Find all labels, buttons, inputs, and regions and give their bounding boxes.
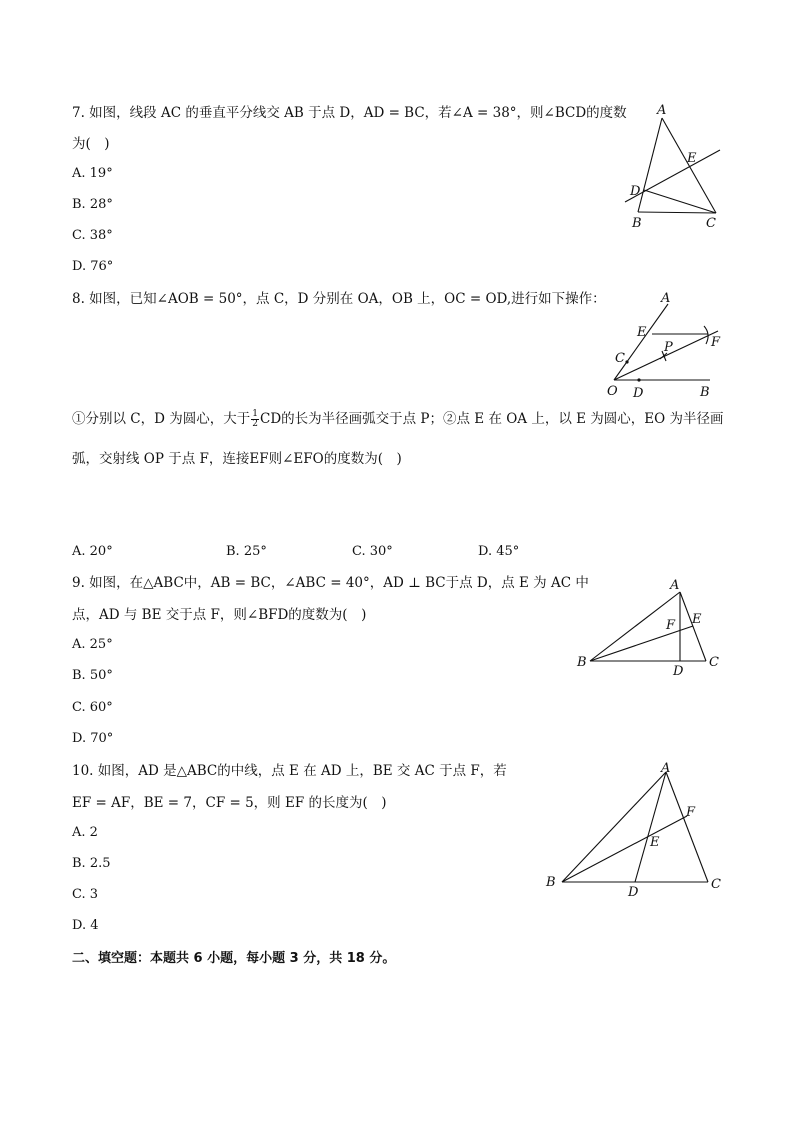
q8-fraction-denominator: 2 bbox=[252, 419, 258, 429]
q8-option-d[interactable]: D. 45° bbox=[478, 544, 520, 559]
q8-stem-line3: 弧，交射线 OP 于点 F，连接EF则∠EFO的度数为( ) bbox=[72, 451, 402, 467]
q9-option-c[interactable]: C. 60° bbox=[72, 700, 113, 715]
q10-label-f: F bbox=[686, 805, 696, 820]
q8-label-e: E bbox=[637, 325, 647, 340]
q10-option-b[interactable]: B. 2.5 bbox=[72, 856, 111, 871]
q8-stem-line2 bbox=[72, 410, 724, 429]
q8-fraction bbox=[251, 410, 259, 429]
q10-option-a[interactable]: A. 2 bbox=[72, 825, 98, 840]
q8-label-p: P bbox=[664, 340, 673, 355]
q7-figure bbox=[620, 100, 730, 235]
q10-label-c: C bbox=[711, 877, 721, 892]
q9-stem-line2: 点，AD 与 BE 交于点 F，则∠BFD的度数为( ) bbox=[72, 607, 367, 623]
q8-stem-line1: 8. 如图，已知∠AOB = 50°，点 C，D 分别在 OA，OB 上，OC = OD,进行如下操作： bbox=[72, 291, 606, 307]
q8-figure bbox=[600, 288, 730, 403]
q9-label-c: C bbox=[709, 655, 719, 670]
q8-stem-line2-post: CD的长为半径画弧交于点 P；②点 E 在 OA 上，以 E 为圆心，EO 为半径画 bbox=[259, 411, 724, 427]
q10-label-a: A bbox=[661, 761, 671, 776]
q10-label-b: B bbox=[546, 875, 556, 890]
q9-option-a[interactable]: A. 25° bbox=[72, 637, 113, 652]
q10-figure bbox=[540, 760, 730, 900]
q8-label-f: F bbox=[711, 335, 721, 350]
q7-option-b[interactable]: B. 28° bbox=[72, 197, 113, 212]
q7-label-e: E bbox=[687, 151, 697, 166]
q10-option-d[interactable]: D. 4 bbox=[72, 918, 99, 933]
q10-label-e: E bbox=[650, 835, 660, 850]
q8-label-b: B bbox=[700, 385, 710, 400]
q7-label-d: D bbox=[630, 184, 641, 199]
q8-option-b[interactable]: B. 25° bbox=[226, 544, 267, 559]
q9-option-b[interactable]: B. 50° bbox=[72, 668, 113, 683]
q8-option-a[interactable]: A. 20° bbox=[72, 544, 113, 559]
q10-label-d: D bbox=[628, 885, 639, 900]
q9-label-d: D bbox=[673, 664, 684, 679]
q7-option-d[interactable]: D. 76° bbox=[72, 259, 114, 274]
q9-label-e: E bbox=[692, 612, 702, 627]
q8-label-c: C bbox=[615, 351, 625, 366]
q9-option-d[interactable]: D. 70° bbox=[72, 731, 114, 746]
q8-label-o: O bbox=[607, 384, 618, 399]
q9-label-b: B bbox=[577, 655, 587, 670]
q7-label-a: A bbox=[657, 103, 667, 118]
q8-fraction-numerator: 1 bbox=[252, 409, 258, 419]
q7-option-c[interactable]: C. 38° bbox=[72, 228, 113, 243]
section2-heading: 二、填空题：本题共 6 小题，每小题 3 分，共 18 分。 bbox=[72, 951, 396, 966]
q7-stem-line2: 为( ) bbox=[72, 136, 110, 152]
q8-label-d: D bbox=[633, 386, 644, 401]
q7-label-c: C bbox=[706, 216, 716, 231]
q7-option-a[interactable]: A. 19° bbox=[72, 166, 113, 181]
q10-stem-line1: 10. 如图，AD 是△ABC的中线，点 E 在 AD 上，BE 交 AC 于点 F，若 bbox=[72, 763, 507, 779]
q7-stem-line1: 7. 如图，线段 AC 的垂直平分线交 AB 于点 D，AD = BC，若∠A = 38°，则∠BCD的度数 bbox=[72, 105, 627, 121]
q9-label-a: A bbox=[670, 578, 680, 593]
q8-label-a: A bbox=[661, 291, 671, 306]
q7-label-b: B bbox=[632, 216, 642, 231]
q10-option-c[interactable]: C. 3 bbox=[72, 887, 99, 902]
q9-label-f: F bbox=[666, 618, 676, 633]
q8-stem-line2-pre: ①分别以 C，D 为圆心，大于 bbox=[72, 411, 251, 427]
q9-stem-line1: 9. 如图，在△ABC中，AB = BC，∠ABC = 40°，AD ⊥ BC于点 D，点 E 为 AC 中 bbox=[72, 575, 589, 591]
q10-stem-line2: EF = AF，BE = 7，CF = 5，则 EF 的长度为( ) bbox=[72, 795, 387, 811]
q9-figure bbox=[572, 574, 728, 680]
q8-option-c[interactable]: C. 30° bbox=[352, 544, 393, 559]
